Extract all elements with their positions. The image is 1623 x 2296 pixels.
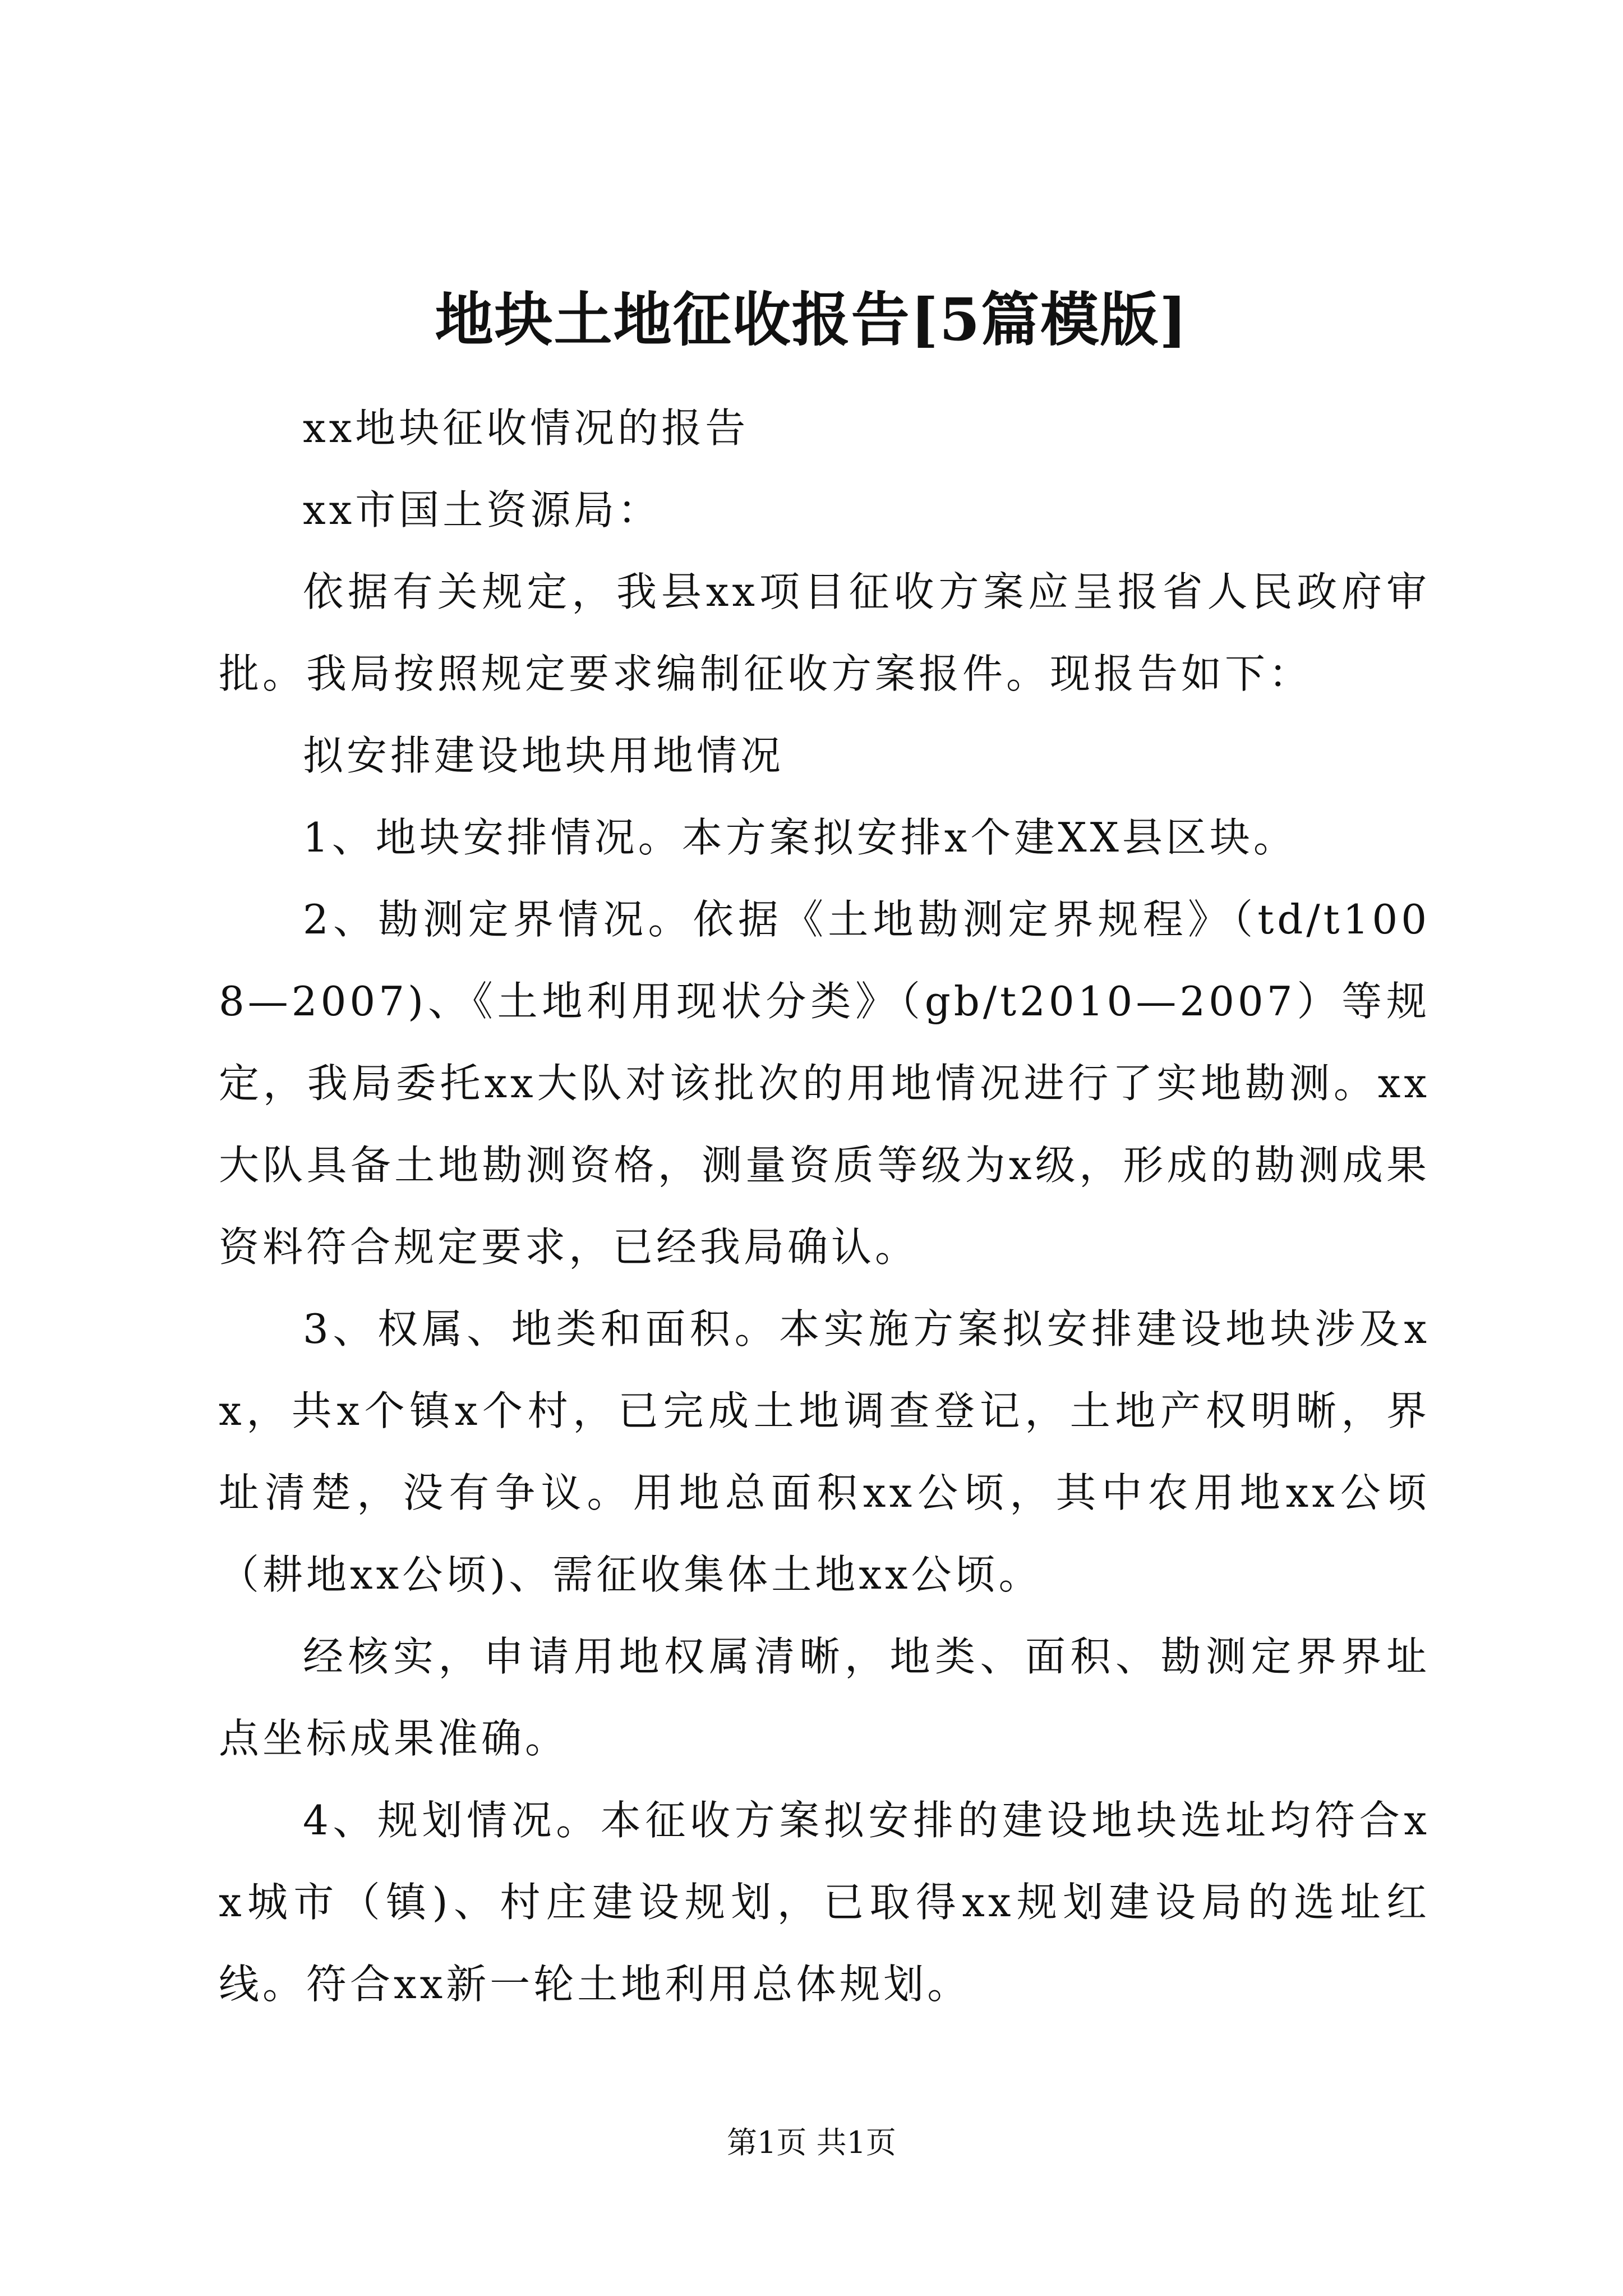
paragraph-intro: 依据有关规定，我县xx项目征收方案应呈报省人民政府审批。我局按照规定要求编制征收方案报件。现报告如下： (219, 568, 1430, 697)
document-body (219, 387, 1430, 2025)
paragraph-section-heading: 拟安排建设地块用地情况 (303, 732, 785, 779)
paragraph-verification: 经核实，申请用地权属清晰，地类、面积、勘测定界界址点坐标成果准确。 (219, 1633, 1430, 1762)
paragraph-item-4: 4、规划情况。本征收方案拟安排的建设地块选址均符合xx城市（镇)、村庄建设规划，已取得xx规划建设局的选址红线。符合xx新一轮土地利用总体规划。 (219, 1797, 1430, 2008)
paragraph-item-3: 3、权属、地类和面积。本实施方案拟安排建设地块涉及xx，共x个镇x个村，已完成土地调查登记，土地产权明晰，界址清楚，没有争议。用地总面积xx公顷，其中农用地xx公顷（耕地xx公顷)、需征收集体土地xx公顷。 (219, 1305, 1430, 1598)
paragraph-addressee: xx市国土资源局： (303, 486, 662, 533)
paragraph-item-2: 2、勘测定界情况。依据《土地勘测定界规程》（td/t1008—2007)、《土地利用现状分类》（gb/t2010—2007）等规定，我局委托xx大队对该批次的用地情况进行了实地勘测。xx大队具备土地勘测资格，测量资质等级为x级，形成的勘测成果资料符合规定要求，已经我局确认。 (219, 896, 1430, 1271)
paragraph-report-heading: xx地块征收情况的报告 (303, 404, 749, 452)
page-footer: 第1页 共1页 (727, 2125, 896, 2160)
paragraph-item-1: 1、地块安排情况。本方案拟安排x个建XX县区块。 (303, 814, 1297, 861)
document-title: 地块土地征收报告[5篇模版] (435, 285, 1188, 354)
